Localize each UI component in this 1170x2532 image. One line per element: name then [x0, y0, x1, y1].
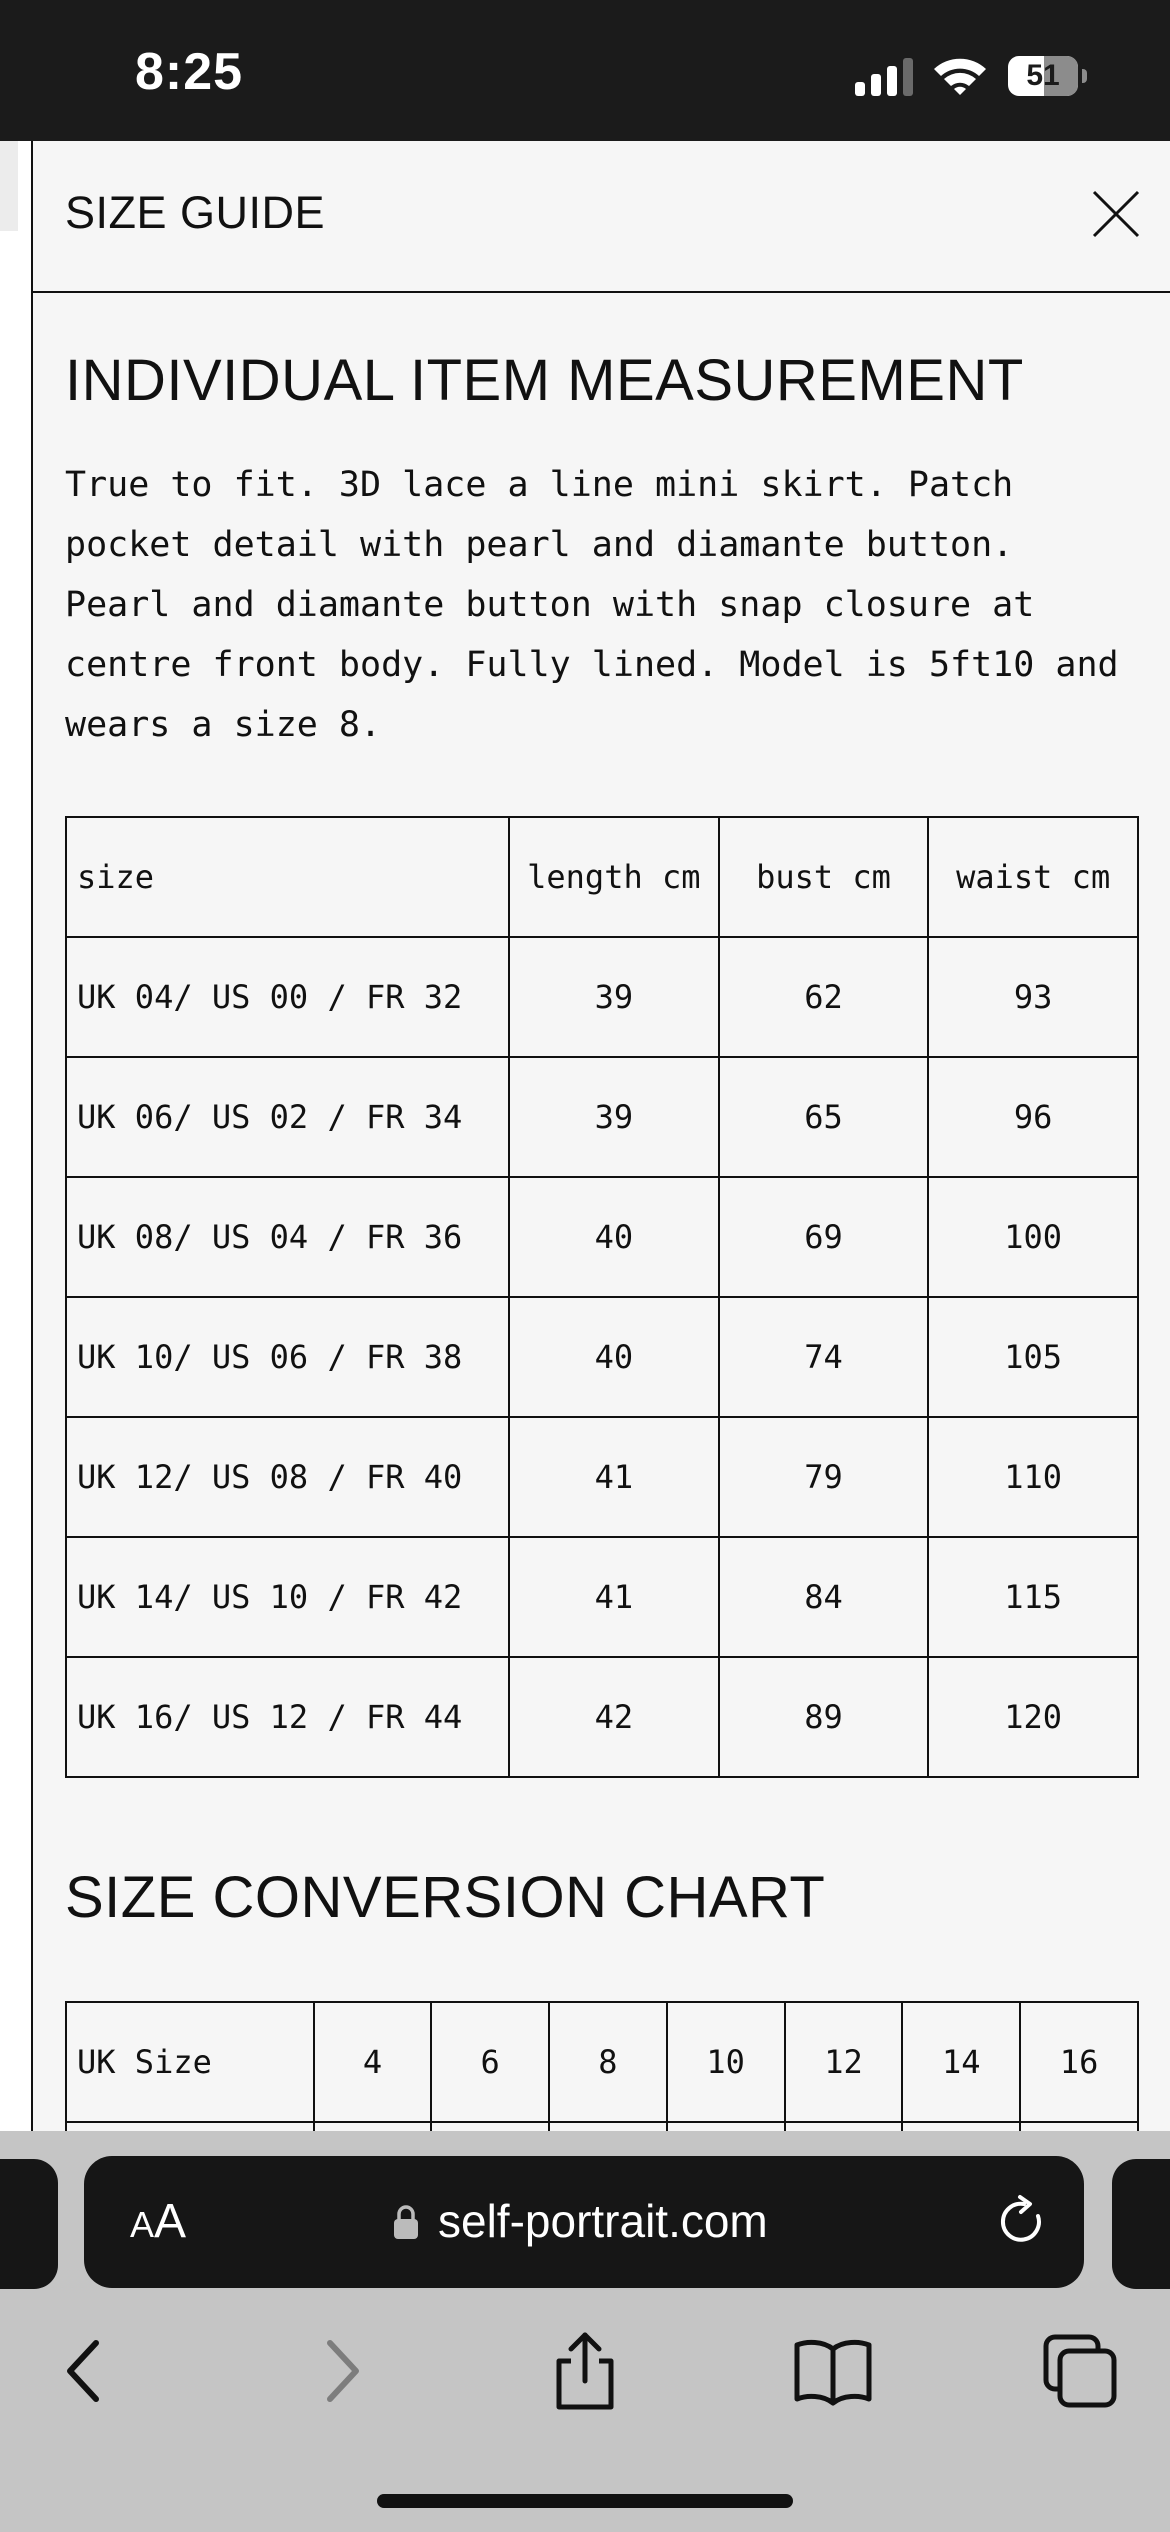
table-row — [66, 2002, 1138, 2122]
conv-cell-cut — [431, 2122, 549, 2131]
conv-cell: 10 — [667, 2002, 785, 2122]
size-guide-drawer — [31, 141, 1170, 2131]
conv-cell-cut — [314, 2122, 432, 2131]
lock-icon — [392, 2204, 420, 2240]
conv-cell: 14 — [902, 2002, 1020, 2122]
cell-size: UK 06/ US 02 / FR 34 — [66, 1057, 509, 1177]
table-row — [66, 1177, 1138, 1297]
previous-tab-peek[interactable] — [0, 2159, 58, 2289]
conv-cell: 16 — [1020, 2002, 1138, 2122]
battery-level: 51 — [1026, 59, 1060, 92]
share-icon[interactable] — [545, 2331, 625, 2411]
chevron-right-icon[interactable] — [300, 2331, 380, 2411]
aa-large: A — [154, 2195, 187, 2248]
cell-bust: 62 — [719, 937, 929, 1057]
cell-bust: 74 — [719, 1297, 929, 1417]
table-row — [66, 1297, 1138, 1417]
table-row — [66, 1417, 1138, 1537]
next-tab-peek[interactable] — [1112, 2159, 1170, 2289]
table-row — [66, 2122, 1138, 2131]
cell-length: 42 — [509, 1657, 719, 1777]
section-title-conversion: SIZE CONVERSION CHART — [65, 1865, 826, 1930]
cell-length: 39 — [509, 1057, 719, 1177]
cell-length: 40 — [509, 1177, 719, 1297]
book-icon[interactable] — [793, 2331, 873, 2411]
status-time: 8:25 — [135, 43, 244, 101]
conv-cell-cut — [902, 2122, 1020, 2131]
table-header-row — [66, 817, 1138, 937]
cell-size: UK 12/ US 08 / FR 40 — [66, 1417, 509, 1537]
home-indicator[interactable] — [377, 2494, 793, 2508]
cell-bust: 89 — [719, 1657, 929, 1777]
url-text[interactable]: self-portrait.com — [438, 2195, 768, 2247]
cell-size: UK 04/ US 00 / FR 32 — [66, 937, 509, 1057]
product-description: True to fit. 3D lace a line mini skirt. Patch pocket detail with pearl and diamante button. Pearl and diamante button with snap closure at centre front body. Fully lined. Model is 5ft10 and wears a size 8. — [65, 465, 1119, 745]
conv-cell: 4 — [314, 2002, 432, 2122]
conv-cell-cut — [785, 2122, 903, 2131]
cell-waist: 96 — [928, 1057, 1138, 1177]
aa-small: A — [130, 2204, 155, 2245]
cell-length: 40 — [509, 1297, 719, 1417]
status-bar — [0, 0, 1170, 141]
cell-waist: 110 — [928, 1417, 1138, 1537]
table-row — [66, 1537, 1138, 1657]
conv-cell: 8 — [549, 2002, 667, 2122]
cell-waist: 93 — [928, 937, 1138, 1057]
cell-waist: 120 — [928, 1657, 1138, 1777]
background-scrap — [0, 141, 18, 231]
table-row — [66, 937, 1138, 1057]
address-bar[interactable] — [84, 2156, 1084, 2288]
section-title-measurement: INDIVIDUAL ITEM MEASUREMENT — [65, 348, 1024, 413]
table-row — [66, 1657, 1138, 1777]
background-page — [0, 141, 32, 2131]
cell-bust: 69 — [719, 1177, 929, 1297]
conv-row-label: UK Size — [66, 2002, 314, 2122]
conv-cell-cut — [549, 2122, 667, 2131]
conv-cell-cut — [1020, 2122, 1138, 2131]
conv-cell-cut — [667, 2122, 785, 2131]
header-bust: bust cm — [719, 817, 929, 937]
wifi-icon — [932, 55, 988, 97]
close-icon[interactable] — [1088, 186, 1144, 242]
drawer-title: SIZE GUIDE — [65, 187, 326, 238]
header-size: size — [66, 817, 509, 937]
reload-icon[interactable] — [994, 2194, 1050, 2250]
cell-length: 41 — [509, 1417, 719, 1537]
conv-cell-cut — [66, 2122, 314, 2131]
header-waist: waist cm — [928, 817, 1138, 937]
cell-waist: 115 — [928, 1537, 1138, 1657]
cell-size: UK 16/ US 12 / FR 44 — [66, 1657, 509, 1777]
cell-bust: 79 — [719, 1417, 929, 1537]
battery-icon — [1008, 56, 1078, 96]
cell-size: UK 10/ US 06 / FR 38 — [66, 1297, 509, 1417]
cell-bust: 84 — [719, 1537, 929, 1657]
cell-waist: 105 — [928, 1297, 1138, 1417]
cell-length: 39 — [509, 937, 719, 1057]
cell-waist: 100 — [928, 1177, 1138, 1297]
measurement-table — [65, 816, 1139, 1778]
cell-bust: 65 — [719, 1057, 929, 1177]
reader-options-button[interactable] — [130, 2194, 186, 2249]
header-length: length cm — [509, 817, 719, 937]
tabs-icon[interactable] — [1040, 2331, 1120, 2411]
table-row — [66, 1057, 1138, 1177]
conv-cell: 6 — [431, 2002, 549, 2122]
cell-length: 41 — [509, 1537, 719, 1657]
conversion-table — [65, 2001, 1139, 2131]
chevron-left-icon[interactable] — [46, 2331, 126, 2411]
cell-size: UK 08/ US 04 / FR 36 — [66, 1177, 509, 1297]
cell-size: UK 14/ US 10 / FR 42 — [66, 1537, 509, 1657]
conv-cell: 12 — [785, 2002, 903, 2122]
drawer-header — [33, 141, 1170, 293]
browser-toolbar — [0, 2131, 1170, 2532]
cellular-signal-icon — [855, 58, 915, 96]
battery-cap — [1082, 69, 1087, 83]
